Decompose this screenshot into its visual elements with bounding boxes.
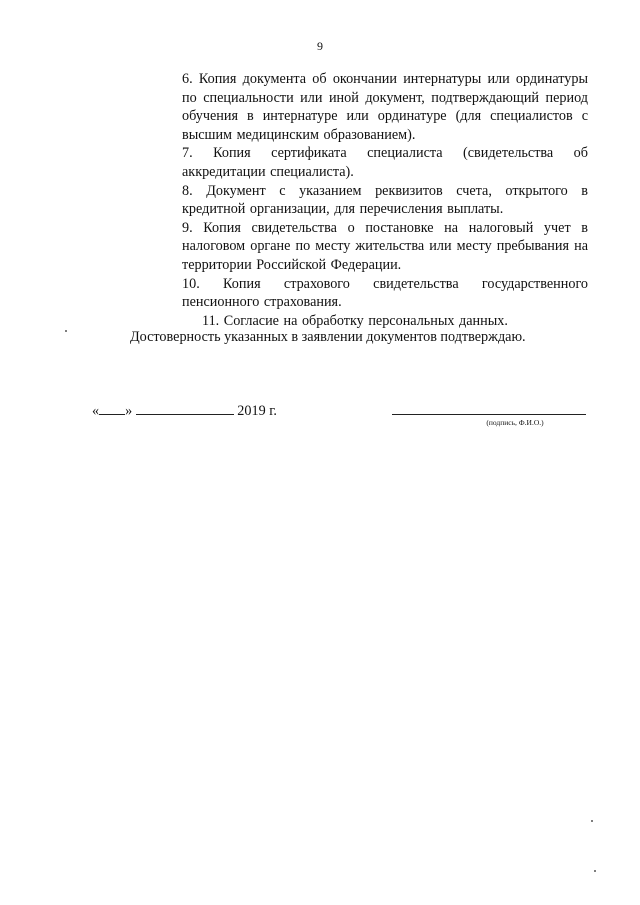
list-item: 11. Согласие на обработку персональных данных. [202, 312, 508, 329]
list-item: 10. Копия страхового свидетельства государственного пенсионного страхования. [182, 275, 588, 311]
date-close-quote: » [125, 403, 133, 419]
list-item: 9. Копия свидетельства о постановке на налоговый учет в налоговом органе по месту жительства или месту пребывания на территории Российской Федерации. [182, 219, 588, 273]
list-item: 8. Документ с указанием реквизитов счета, открытого в кредитной организации, для перечисления выплаты. [182, 182, 588, 218]
signature-line [392, 414, 586, 415]
scan-speck [594, 870, 596, 872]
list-item: 6. Копия документа об окончании интернатуры или ординатуры по специальности или иной документ, подтверждающий период обучения в интернатуре или ординатуре (для специалистов с высшим медицинским образованием). [182, 71, 588, 143]
signature-caption [392, 418, 586, 427]
date-field [92, 401, 277, 420]
scan-speck [65, 330, 67, 332]
page-number: 9 [317, 39, 323, 53]
scan-speck [591, 820, 593, 822]
date-year: 2019 г. [237, 403, 277, 419]
signature-caption-text: (подпись, Ф.И.О.) [486, 418, 544, 427]
date-open-quote: « [92, 403, 100, 419]
month-blank [136, 401, 234, 415]
list-item: 7. Копия сертификата специалиста (свидетельства об аккредитации специалиста). [182, 145, 588, 180]
confirmation-statement: Достоверность указанных в заявлении документов подтверждаю. [130, 329, 526, 345]
day-blank [99, 401, 125, 415]
document-list [182, 70, 588, 330]
